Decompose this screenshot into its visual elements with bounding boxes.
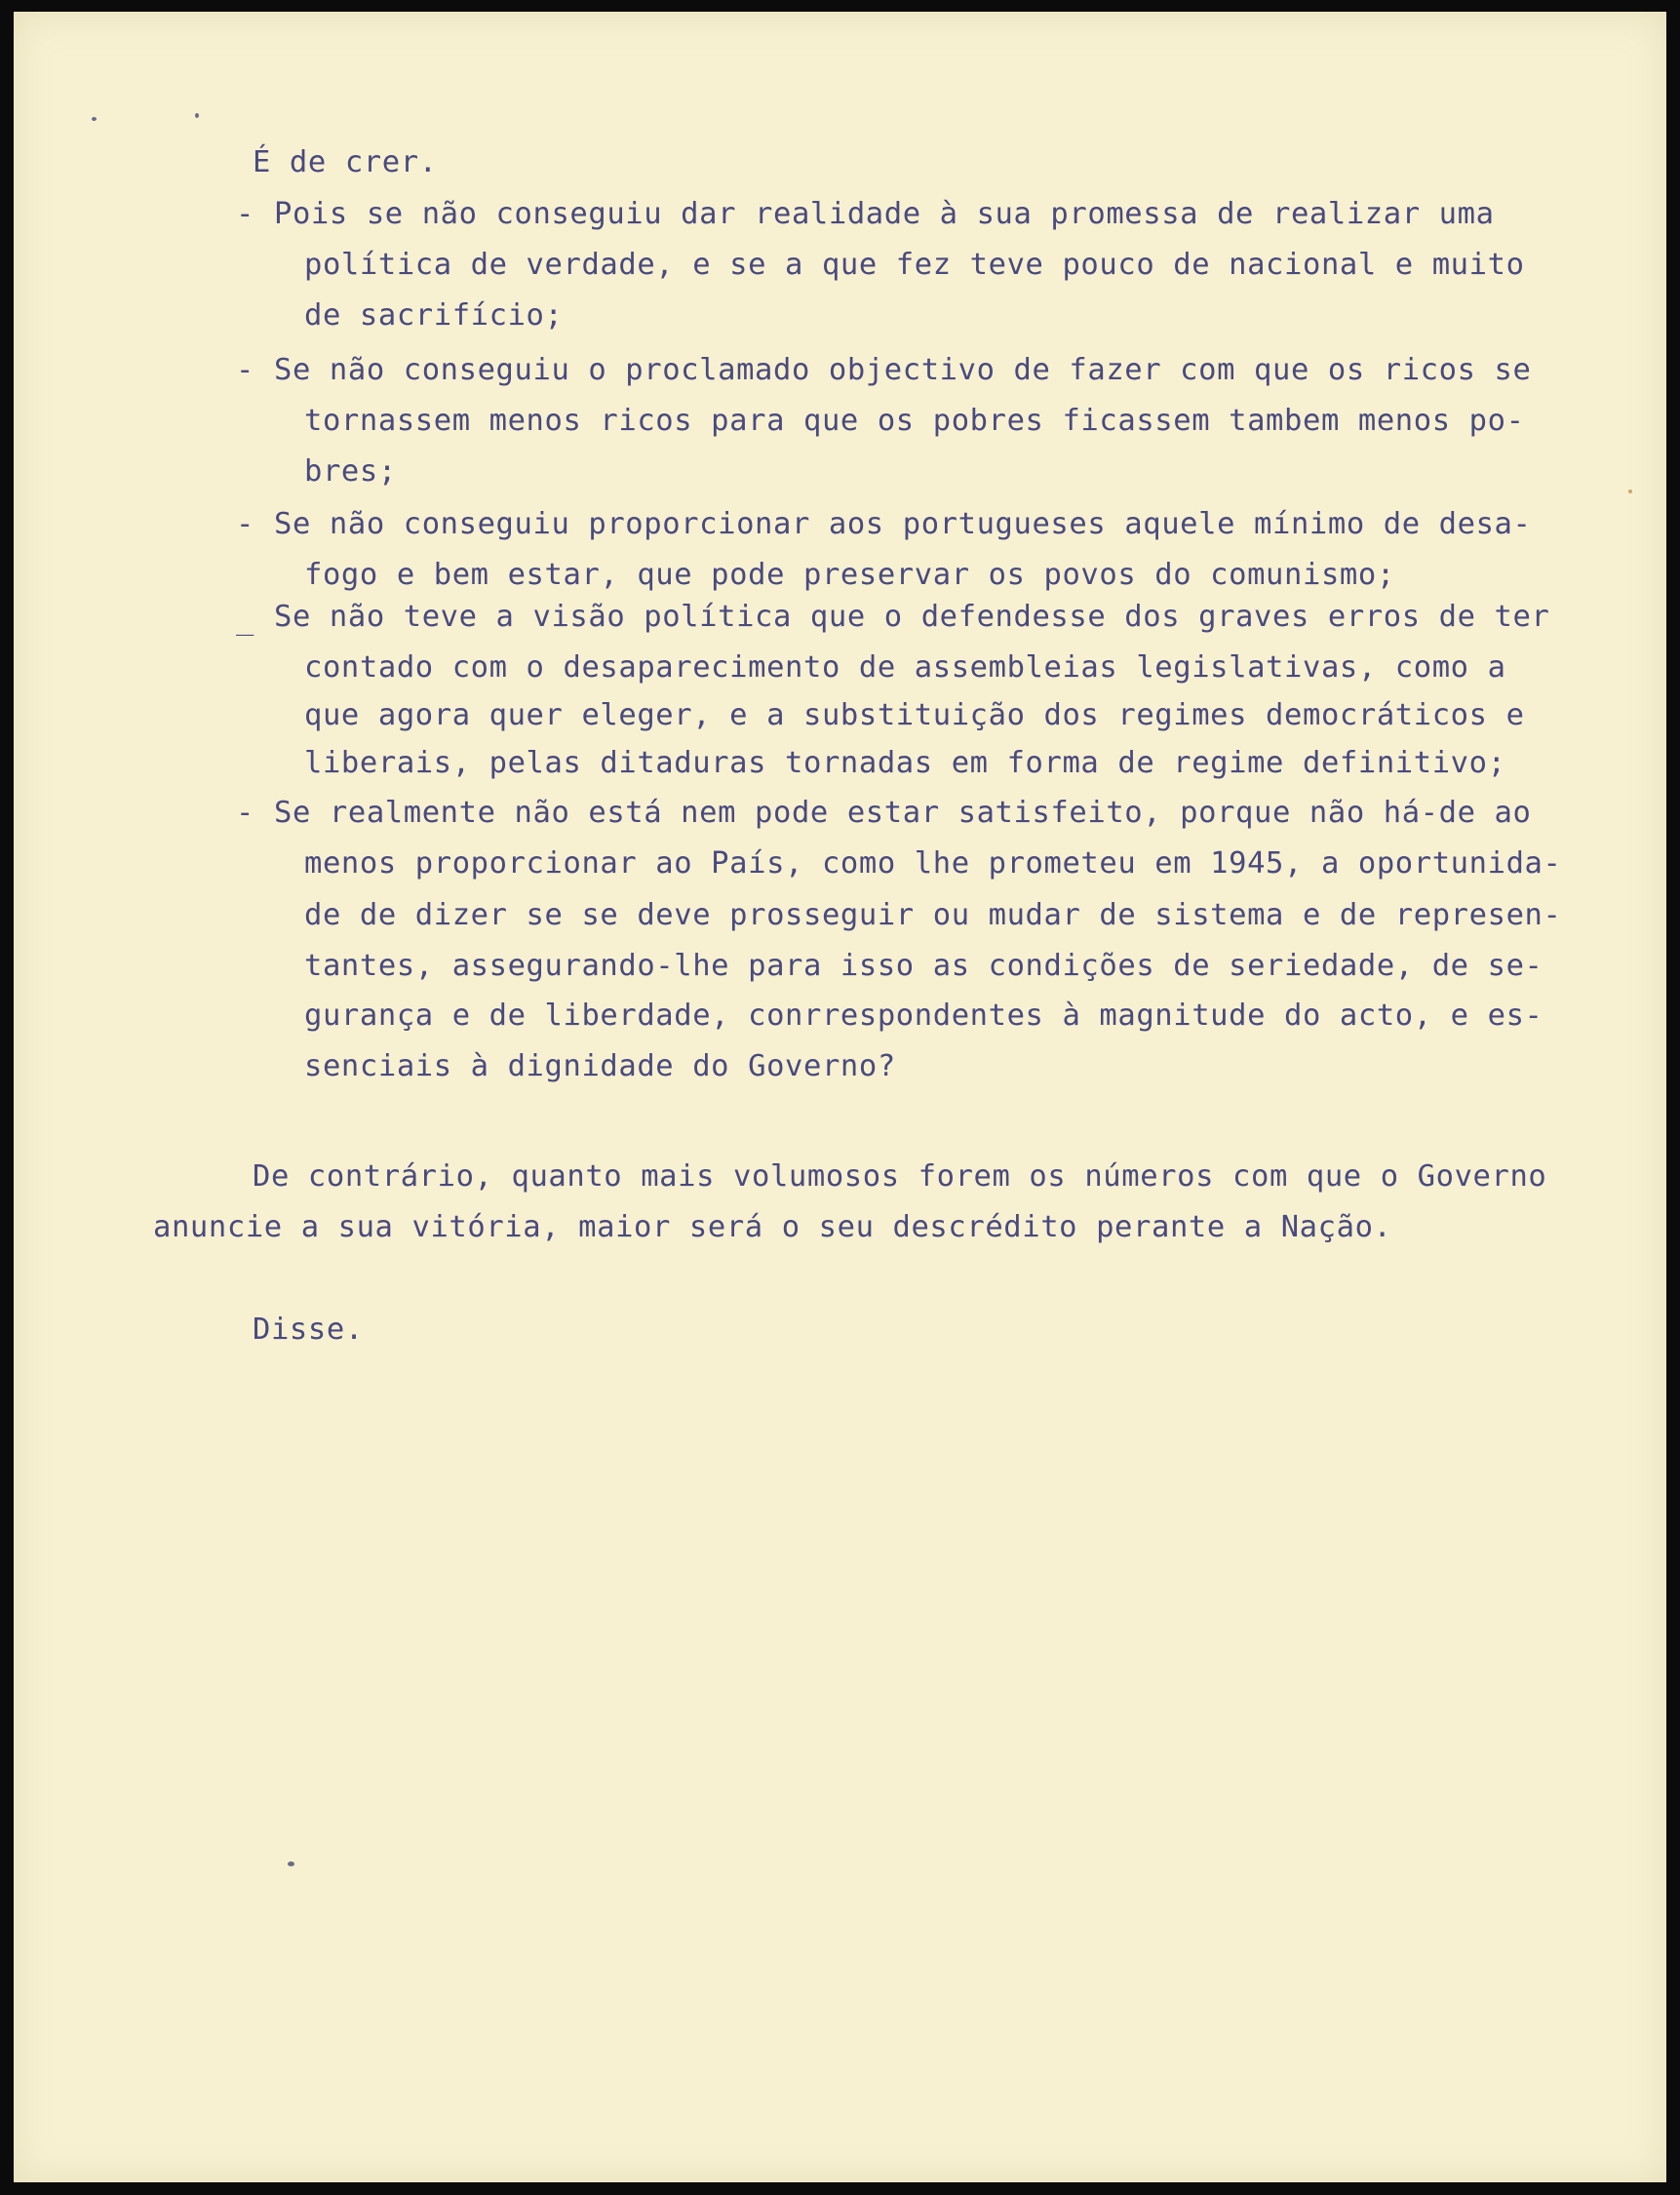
bullet-5-line-4: tantes, assegurando-lhe para isso as condições de seriedade, de se- — [304, 949, 1543, 983]
paper-speck — [288, 1862, 294, 1866]
bullet-2-line-1: Se não conseguiu o proclamado objectivo de fazer com que os ricos se — [274, 353, 1532, 387]
typewritten-page — [14, 12, 1666, 2182]
closing-line-2: anuncie a sua vitória, maior será o seu descrédito perante a Nação. — [153, 1210, 1392, 1244]
paper-speck — [92, 117, 97, 121]
bullet-1-line-2: política de verdade, e se a que fez teve pouco de nacional e muito — [304, 248, 1525, 282]
signoff: Disse. — [253, 1313, 364, 1347]
bullet-2-line-2: tornassem menos ricos para que os pobres ficassem tambem menos po- — [304, 404, 1525, 438]
paper-speck — [195, 113, 199, 118]
bullet-4-line-1: Se não teve a visão política que o defendesse dos graves erros de ter — [274, 600, 1550, 634]
bullet-5-line-6: senciais à dignidade do Governo? — [304, 1049, 896, 1083]
bullet-4-line-4: liberais, pelas ditaduras tornadas em forma de regime definitivo; — [304, 746, 1506, 780]
intro-line: É de crer. — [253, 145, 438, 179]
bullet-1-line-3: de sacrifício; — [304, 298, 564, 333]
bullet-5-line-1: Se realmente não está nem pode estar satisfeito, porque não há-de ao — [274, 796, 1532, 830]
bullet-1-line-1: Pois se não conseguiu dar realidade à sua promessa de realizar uma — [274, 197, 1495, 231]
bullet-4-line-3: que agora quer eleger, e a substituição dos regimes democráticos e — [304, 698, 1525, 732]
bullet-5-line-3: de de dizer se se deve prosseguir ou mudar de sistema e de represen- — [304, 898, 1562, 932]
bullet-4-line-2: contado com o desaparecimento de assembleias legislativas, como a — [304, 650, 1506, 685]
paper-speck — [1628, 490, 1632, 493]
bullet-1-dash: - — [236, 197, 254, 231]
bullet-3-line-1: Se não conseguiu proporcionar aos portugueses aquele mínimo de desa- — [274, 507, 1532, 541]
bullet-5-dash: - — [236, 796, 254, 830]
bullet-5-line-2: menos proporcionar ao País, como lhe prometeu em 1945, a oportunida- — [304, 846, 1562, 881]
bullet-3-line-2: fogo e bem estar, que pode preservar os povos do comunismo; — [304, 558, 1395, 592]
bullet-2-dash: - — [236, 353, 254, 387]
bullet-4-dash: _ — [236, 603, 254, 637]
bullet-5-line-5: gurança e de liberdade, conrrespondentes à magnitude do acto, e es- — [304, 999, 1543, 1033]
closing-line-1: De contrário, quanto mais volumosos forem os números com que o Governo — [253, 1159, 1547, 1194]
bullet-2-line-3: bres; — [304, 454, 397, 489]
bullet-3-dash: - — [236, 507, 254, 541]
